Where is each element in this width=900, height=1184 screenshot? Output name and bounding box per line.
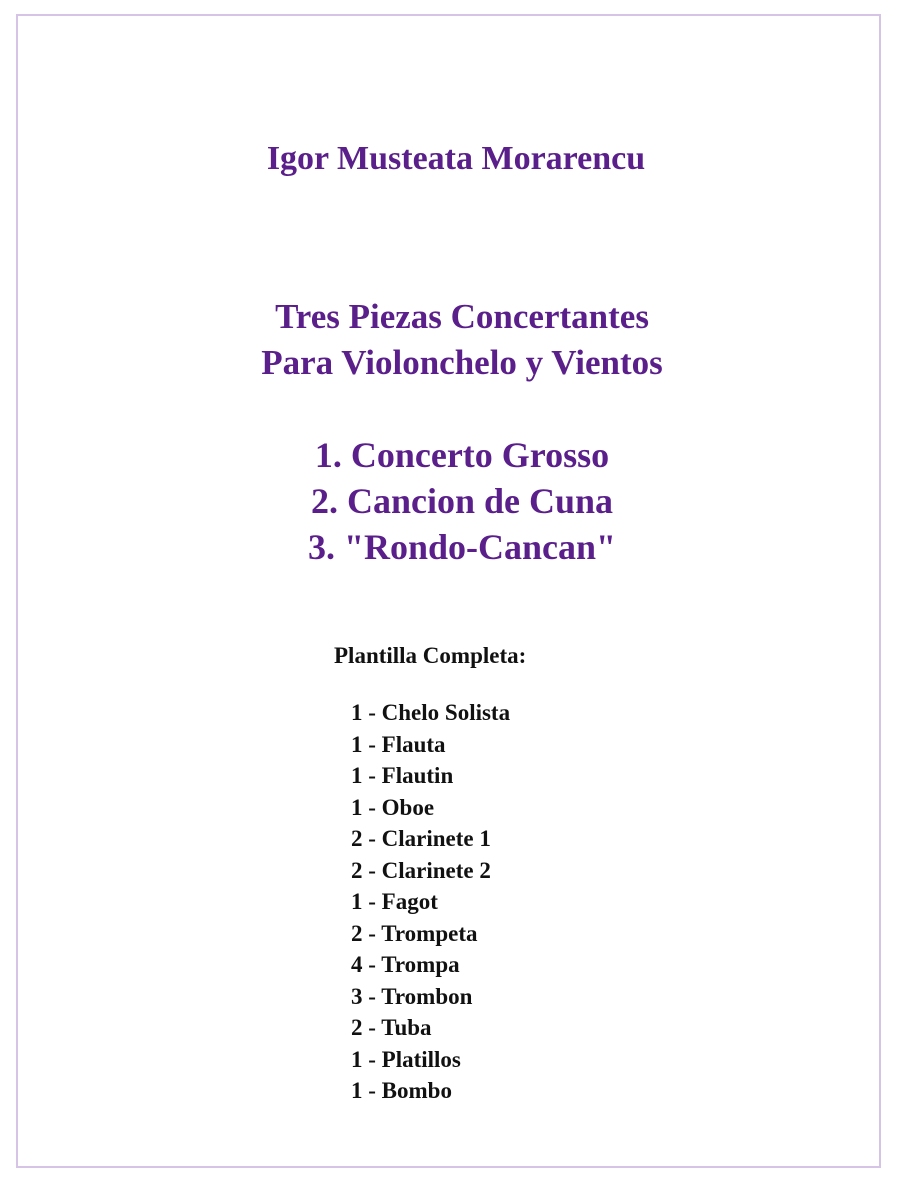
movement-list xyxy=(0,432,900,570)
instrument-item: 2 - Clarinete 1 xyxy=(351,826,491,851)
movement-item: 2. Cancion de Cuna xyxy=(310,481,614,521)
instrument-item: 2 - Trompeta xyxy=(351,920,478,946)
instrument-item: 1 - Flautin xyxy=(351,763,454,788)
movement-item: 1. Concerto Grosso xyxy=(314,435,610,475)
instrument-item: 1 - Platillos xyxy=(351,1046,461,1072)
title-line-1: Tres Piezas Concertantes xyxy=(275,297,649,336)
work-title xyxy=(0,294,900,386)
instrumentation-list xyxy=(351,697,510,1107)
movement-item: 3. "Rondo-Cancan" xyxy=(307,527,617,567)
instrument-item: 2 - Clarinete 2 xyxy=(351,857,491,883)
instrument-item: 1 - Fagot xyxy=(351,889,438,914)
instrumentation-heading: Plantilla Completa: xyxy=(334,643,527,668)
instrument-item: 1 - Chelo Solista xyxy=(351,700,511,725)
instrument-item: 3 - Trombon xyxy=(351,983,473,1009)
composer-name: Igor Musteata Morarencu xyxy=(266,140,646,177)
instrument-item: 2 - Tuba xyxy=(351,1015,432,1040)
instrument-item: 1 - Flauta xyxy=(351,731,446,757)
instrument-item: 1 - Bombo xyxy=(351,1078,452,1103)
instrument-item: 4 - Trompa xyxy=(351,952,460,977)
instrument-item: 1 - Oboe xyxy=(351,794,435,820)
title-line-2: Para Violonchelo y Vientos xyxy=(261,343,663,382)
